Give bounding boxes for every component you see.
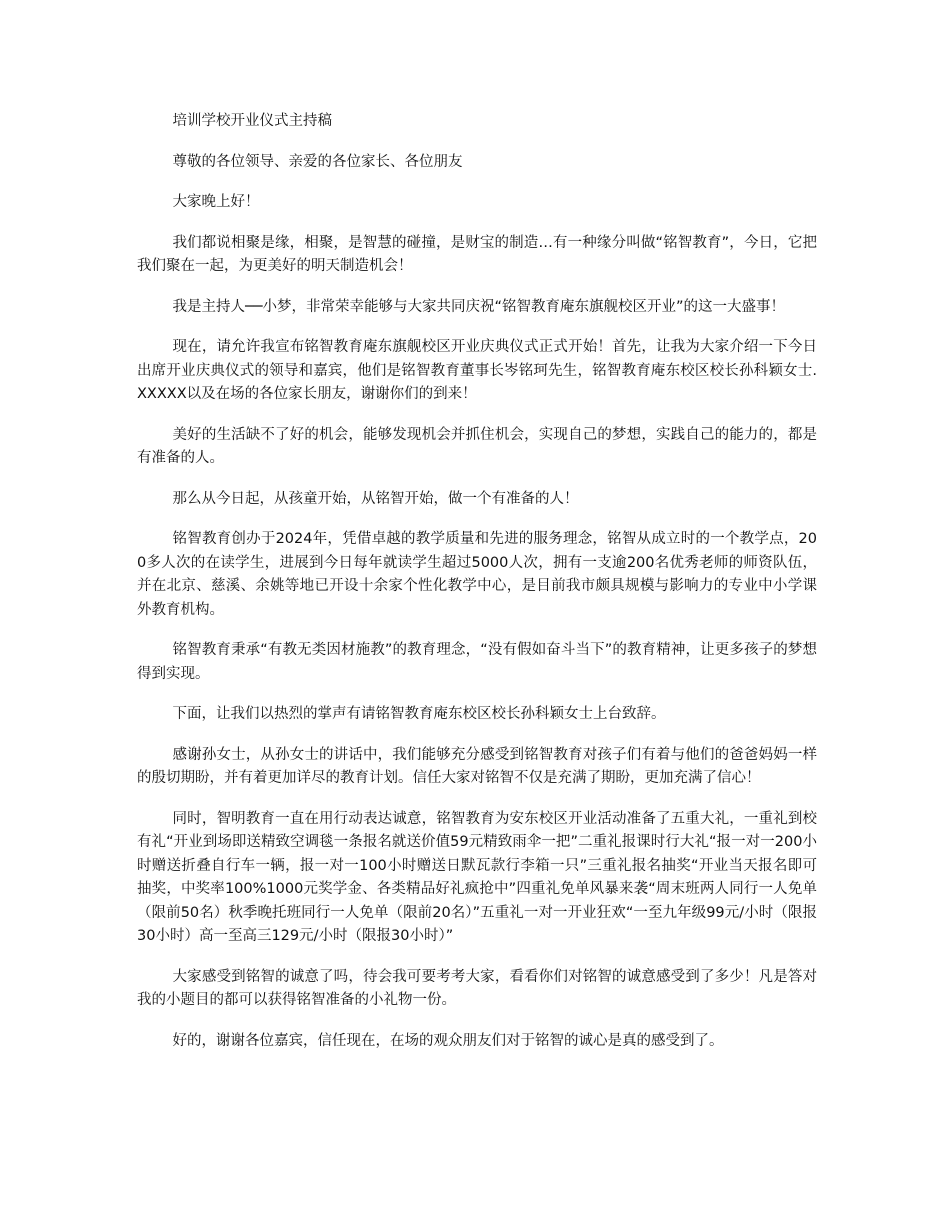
paragraph-invite-principal: 下面，让我们以热烈的掌声有请铭智教育庵东校区校长孙科颖女士上台致辞。 xyxy=(172,706,666,722)
paragraph-greeting-audience: 尊敬的各位领导、亲爱的各位家长、各位朋友 xyxy=(172,153,463,170)
paragraph-host-intro: 我是主持人──小梦，非常荣幸能够与大家共同庆祝“铭智教育庵东旗舰校区开业”的这一大盛事！ xyxy=(172,298,785,315)
document-body xyxy=(137,110,817,1070)
paragraph-good-evening: 大家晚上好！ xyxy=(172,194,260,210)
paragraph-quiz: 大家感受到铭智的诚意了吗，待会我可要考考大家，看看你们对铭智的诚意感受到了多少！凡是答对我的小题目的都可以获得铭智准备的小礼物一份。 xyxy=(137,968,817,1008)
paragraph-philosophy: 铭智教育秉承“有教无类因材施教”的教育理念，“没有假如奋斗当下”的教育精神，让更多孩子的梦想得到实现。 xyxy=(137,642,817,682)
paragraph-five-gifts: 同时，智明教育一直在用行动表达诚意，铭智教育为安东校区开业活动准备了五重大礼，一重礼到校有礼“开业到场即送精致空调毯一条报名就送价值59元精致雨伞一把”二重礼报课时行大礼“报一对一200小时赠送折叠自行车一辆，报一对一100小时赠送日默瓦款行李箱一只”三重礼报名抽奖“开业当天报名即可抽奖，中奖率100%1000元奖学金、各类精品好礼疯抢中”四重礼免单风暴来袭“周末班两人同行一人免单（限前50名）秋季晚托班同行一人免单（限前20名）”五重礼一对一开业狂欢“一至九年级99元/小时（限报30小时）高一至高三129元/小时（限报30小时）” xyxy=(137,810,817,944)
paragraph-thanks-principal: 感谢孙女士，从孙女士的讲话中，我们能够充分感受到铭智教育对孩子们有着与他们的爸爸妈妈一样的殷切期盼，并有着更加详尽的教育计划。信任大家对铭智不仅是充满了期盼，更加充满了信心！ xyxy=(137,746,817,786)
paragraph-history: 铭智教育创办于2024年，凭借卓越的教学质量和先进的服务理念，铭智从成立时的一个教学点，200多人次的在读学生，进展到今日每年就读学生超过5000人次，拥有一支逾200名优秀老师的师资队伍，并在北京、慈溪、余姚等地已开设十余家个性化教学中心，是目前我市颇具规模与影响力的专业中小学课外教育机构。 xyxy=(137,531,817,618)
paragraph-closing: 好的，谢谢各位嘉宾，信任现在，在场的观众朋友们对于铭智的诚心是真的感受到了。 xyxy=(172,1032,724,1049)
paragraph-ceremony-start: 现在，请允许我宣布铭智教育庵东旗舰校区开业庆典仪式正式开始！首先，让我为大家介绍一下今日出席开业庆典仪式的领导和嘉宾，他们是铭智教育董事长岑铭珂先生，铭智教育庵东校区校长孙科颖女士.XXXXX以及在场的各位家长朋友，谢谢你们的到来！ xyxy=(137,339,817,402)
paragraph-be-prepared: 那么从今日起，从孩童开始，从铭智开始，做一个有准备的人！ xyxy=(172,490,579,507)
document-title: 培训学校开业仪式主持稿 xyxy=(172,113,333,129)
paragraph-opportunity: 美好的生活缺不了好的机会，能够发现机会并抓住机会，实现自己的梦想，实践自己的能力的，都是有准备的人。 xyxy=(137,426,817,466)
paragraph-intro-fate: 我们都说相聚是缘，相聚，是智慧的碰撞，是财宝的制造…有一种缘分叫做“铭智教育”，今日，它把我们聚在一起，为更美好的明天制造机会！ xyxy=(137,234,817,274)
